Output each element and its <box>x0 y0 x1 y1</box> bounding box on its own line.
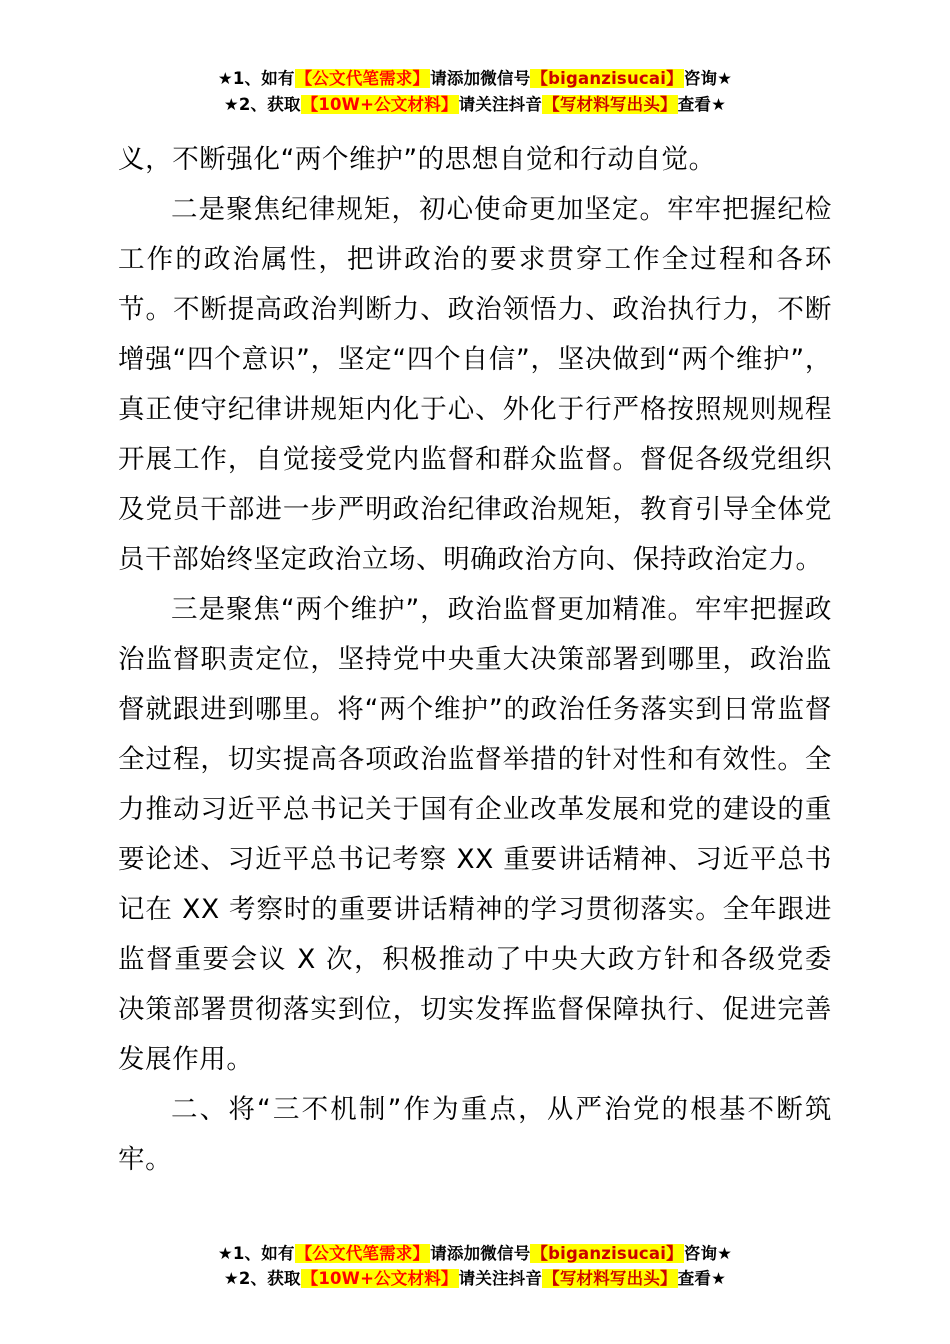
promo-text-segment: 2、获取 <box>238 1269 301 1289</box>
document-text-body <box>118 135 832 1185</box>
promo-highlight: 【10W+公文材料】 <box>301 1269 458 1289</box>
promo-text-segment: 1、如有 <box>232 1243 295 1263</box>
promo-text-segment: 咨询 <box>683 69 718 88</box>
promo-banner-top-line-2 <box>118 92 832 118</box>
promo-text-segment: 请添加微信号 <box>430 69 531 88</box>
promo-text-segment: 请关注抖音 <box>458 1269 543 1289</box>
paragraph-continuation: 义，不断强化“两个维护”的思想自觉和行动自觉。 <box>118 144 716 176</box>
paragraph-point-three: 三是聚焦“两个维护”，政治监督更加精准。牢牢把握政治监督职责定位，坚持党中央重大决策部署到哪里，政治监督就跟进到哪里。将“两个维护”的政治任务落实到日常监督全过程，切实提高各项政治监督举措的针对性和有效性。全力推动习近平总书记关于国有企业改革发展和党的建设的重要论述、习近平总书记考察 XX 重要讲话精神、习近平总书记在 XX 考察时的重要讲话精神的学习贯彻落实。全年跟进监督重要会议 X 次，积极推动了中央大政方针和各级党委决策部署贯彻落实到位，切实发挥监督保障执行、促进完善发展作用。 <box>118 594 832 1076</box>
promo-banner-top <box>118 66 832 117</box>
star-left-icon: ★ <box>217 69 233 88</box>
promo-text-segment: 请添加微信号 <box>430 1243 531 1263</box>
promo-banner-bottom <box>0 1241 950 1292</box>
promo-highlight-wechat: 【biganzisucai】 <box>531 69 683 88</box>
promo-text-segment: 1、如有 <box>232 69 295 88</box>
promo-highlight: 【10W+公文材料】 <box>301 94 458 114</box>
promo-text-segment: 查看 <box>677 1269 712 1289</box>
star-right-icon: ★ <box>711 1269 727 1289</box>
promo-text-segment: 2、获取 <box>238 94 301 114</box>
star-left-icon: ★ <box>223 94 239 114</box>
promo-highlight-wechat: 【biganzisucai】 <box>531 1243 683 1263</box>
star-right-icon: ★ <box>711 94 727 114</box>
promo-highlight: 【公文代笔需求】 <box>295 1243 430 1263</box>
promo-text-segment: 请关注抖音 <box>458 94 543 114</box>
promo-text-segment: 咨询 <box>683 1243 718 1263</box>
promo-banner-bottom-line-2 <box>0 1266 950 1292</box>
promo-highlight-douyin: 【写材料写出头】 <box>543 1269 677 1289</box>
star-right-icon: ★ <box>717 69 733 88</box>
paragraph-point-two: 二是聚焦纪律规矩，初心使命更加坚定。牢牢把握纪检工作的政治属性，把讲政治的要求贯穿工作全过程和各环节。不断提高政治判断力、政治领悟力、政治执行力，不断增强“四个意识”，坚定“四个自信”，坚决做到“两个维护”，真正使守纪律讲规矩内化于心、外化于行严格按照规则规程开展工作，自觉接受党内监督和群众监督。督促各级党组织及党员干部进一步严明政治纪律政治规矩，教育引导全体党员干部始终坚定政治立场、明确政治方向、保持政治定力。 <box>118 194 832 576</box>
promo-banner-top-line-1 <box>118 66 832 92</box>
star-right-icon: ★ <box>717 1243 733 1263</box>
star-left-icon: ★ <box>217 1243 233 1263</box>
promo-banner-bottom-line-1 <box>0 1241 950 1267</box>
paragraph-section-two-heading: 二、将“三不机制”作为重点，从严治党的根基不断筑牢。 <box>118 1094 832 1176</box>
promo-highlight: 【公文代笔需求】 <box>295 69 430 88</box>
promo-highlight-douyin: 【写材料写出头】 <box>543 94 677 114</box>
star-left-icon: ★ <box>223 1269 239 1289</box>
promo-text-segment: 查看 <box>677 94 712 114</box>
